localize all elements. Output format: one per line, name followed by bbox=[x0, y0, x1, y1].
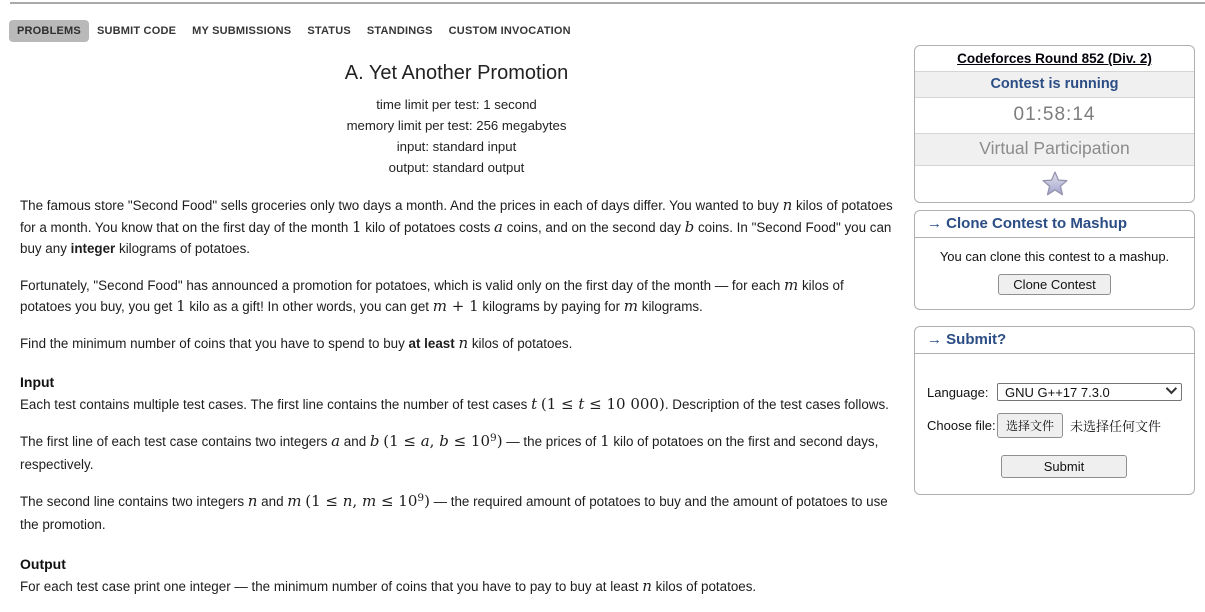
output-heading: Output bbox=[20, 555, 66, 572]
clone-contest-button[interactable]: Clone Contest bbox=[998, 274, 1110, 295]
tab-my-submissions[interactable]: MY SUBMISSIONS bbox=[192, 25, 292, 37]
participation-mode: Virtual Participation bbox=[915, 134, 1194, 166]
input-heading: Input bbox=[20, 374, 55, 390]
star-icon[interactable] bbox=[1042, 171, 1068, 196]
clone-description: You can clone this contest to a mashup. bbox=[939, 249, 1170, 264]
top-divider bbox=[10, 2, 1205, 4]
input-spec: input: standard input bbox=[396, 139, 517, 154]
output-spec: output: standard output bbox=[388, 160, 525, 175]
statement-body bbox=[20, 195, 893, 597]
language-selected-value: GNU G++17 7.3.0 bbox=[1005, 384, 1110, 400]
tab-problems[interactable]: PROBLEMS bbox=[9, 20, 89, 42]
memory-limit: memory limit per test: 256 megabytes bbox=[346, 118, 567, 133]
input-paragraph: Each test contains multiple test cases. The first line contains the number of test cases t (1 ≤ t ≤ 10 000). Description of the test cases follows. bbox=[20, 395, 889, 413]
choose-file-row bbox=[927, 413, 1182, 438]
tab-submit-code[interactable]: SUBMIT CODE bbox=[96, 25, 177, 37]
choose-file-label: Choose file: bbox=[927, 418, 996, 433]
problem-statement bbox=[20, 62, 893, 612]
submit-heading: → Submit? bbox=[915, 327, 1194, 354]
page-title: A. Yet Another Promotion bbox=[344, 62, 569, 84]
contest-status: Contest is running bbox=[915, 72, 1194, 98]
choose-file-button[interactable]: 选择文件 bbox=[997, 413, 1063, 438]
language-label: Language: bbox=[927, 384, 989, 400]
clone-contest-widget bbox=[914, 210, 1195, 310]
file-status-text: 未选择任何文件 bbox=[1070, 419, 1162, 434]
tab-custom-invocation[interactable]: CUSTOM INVOCATION bbox=[448, 25, 571, 37]
star-row bbox=[915, 166, 1194, 202]
submit-form bbox=[915, 354, 1194, 494]
language-row bbox=[927, 383, 1182, 401]
output-paragraph: For each test case print one integer — the minimum number of coins that you have to pay to buy at least n kilos of potatoes. bbox=[20, 576, 757, 595]
contest-title-link[interactable]: Codeforces Round 852 (Div. 2) bbox=[957, 51, 1152, 66]
tab-status[interactable]: STATUS bbox=[307, 25, 351, 37]
tab-standings[interactable]: STANDINGS bbox=[366, 25, 433, 37]
contest-tabbar bbox=[9, 20, 579, 42]
chevron-down-icon bbox=[1166, 383, 1177, 394]
problem-limits bbox=[20, 94, 893, 178]
statement-paragraph: Fortunately, "Second Food" has announced a promotion for potatoes, which is valid only on the first day of the month — for each m kilos of potatoes you buy, you get 1 kilo as a gift! In other words, you can get m + 1 kilograms by paying for m kilograms. bbox=[20, 275, 844, 315]
input-paragraph: The first line of each test case contains two integers a and b (1 ≤ a, $b \le 10^9$) — the prices of 1 kilo of potatoes on the first and second days, respectively. bbox=[20, 431, 879, 472]
clone-body bbox=[915, 238, 1194, 309]
submit-widget bbox=[914, 326, 1195, 495]
language-select[interactable] bbox=[997, 383, 1182, 401]
contest-widget bbox=[914, 45, 1195, 203]
submit-button-row bbox=[1001, 455, 1182, 478]
statement-paragraph: The famous store "Second Food" sells groceries only two days a month. And the prices in each of days differ. You wanted to buy n kilos of potatoes for a month. You know that on the first day of the month 1 kilo of potatoes costs a coins, and on the second day b coins. In "Second Food" you can buy any integer kilograms of potatoes. bbox=[20, 196, 893, 256]
input-paragraph: The second line contains two integers n and m (1 ≤ n, $m \le 10^9$) — the required amount of potatoes to buy and the amount of potatoes to use the promotion. bbox=[20, 491, 888, 532]
contest-title-row bbox=[915, 46, 1194, 72]
statement-paragraph: Find the minimum number of coins that you have to spend to buy at least n kilos of potatoes. bbox=[20, 333, 573, 352]
clone-heading: → Clone Contest to Mashup bbox=[915, 211, 1194, 238]
time-limit: time limit per test: 1 second bbox=[376, 97, 537, 112]
submit-button[interactable]: Submit bbox=[1001, 455, 1127, 478]
contest-timer: 01:58:14 bbox=[915, 98, 1194, 134]
